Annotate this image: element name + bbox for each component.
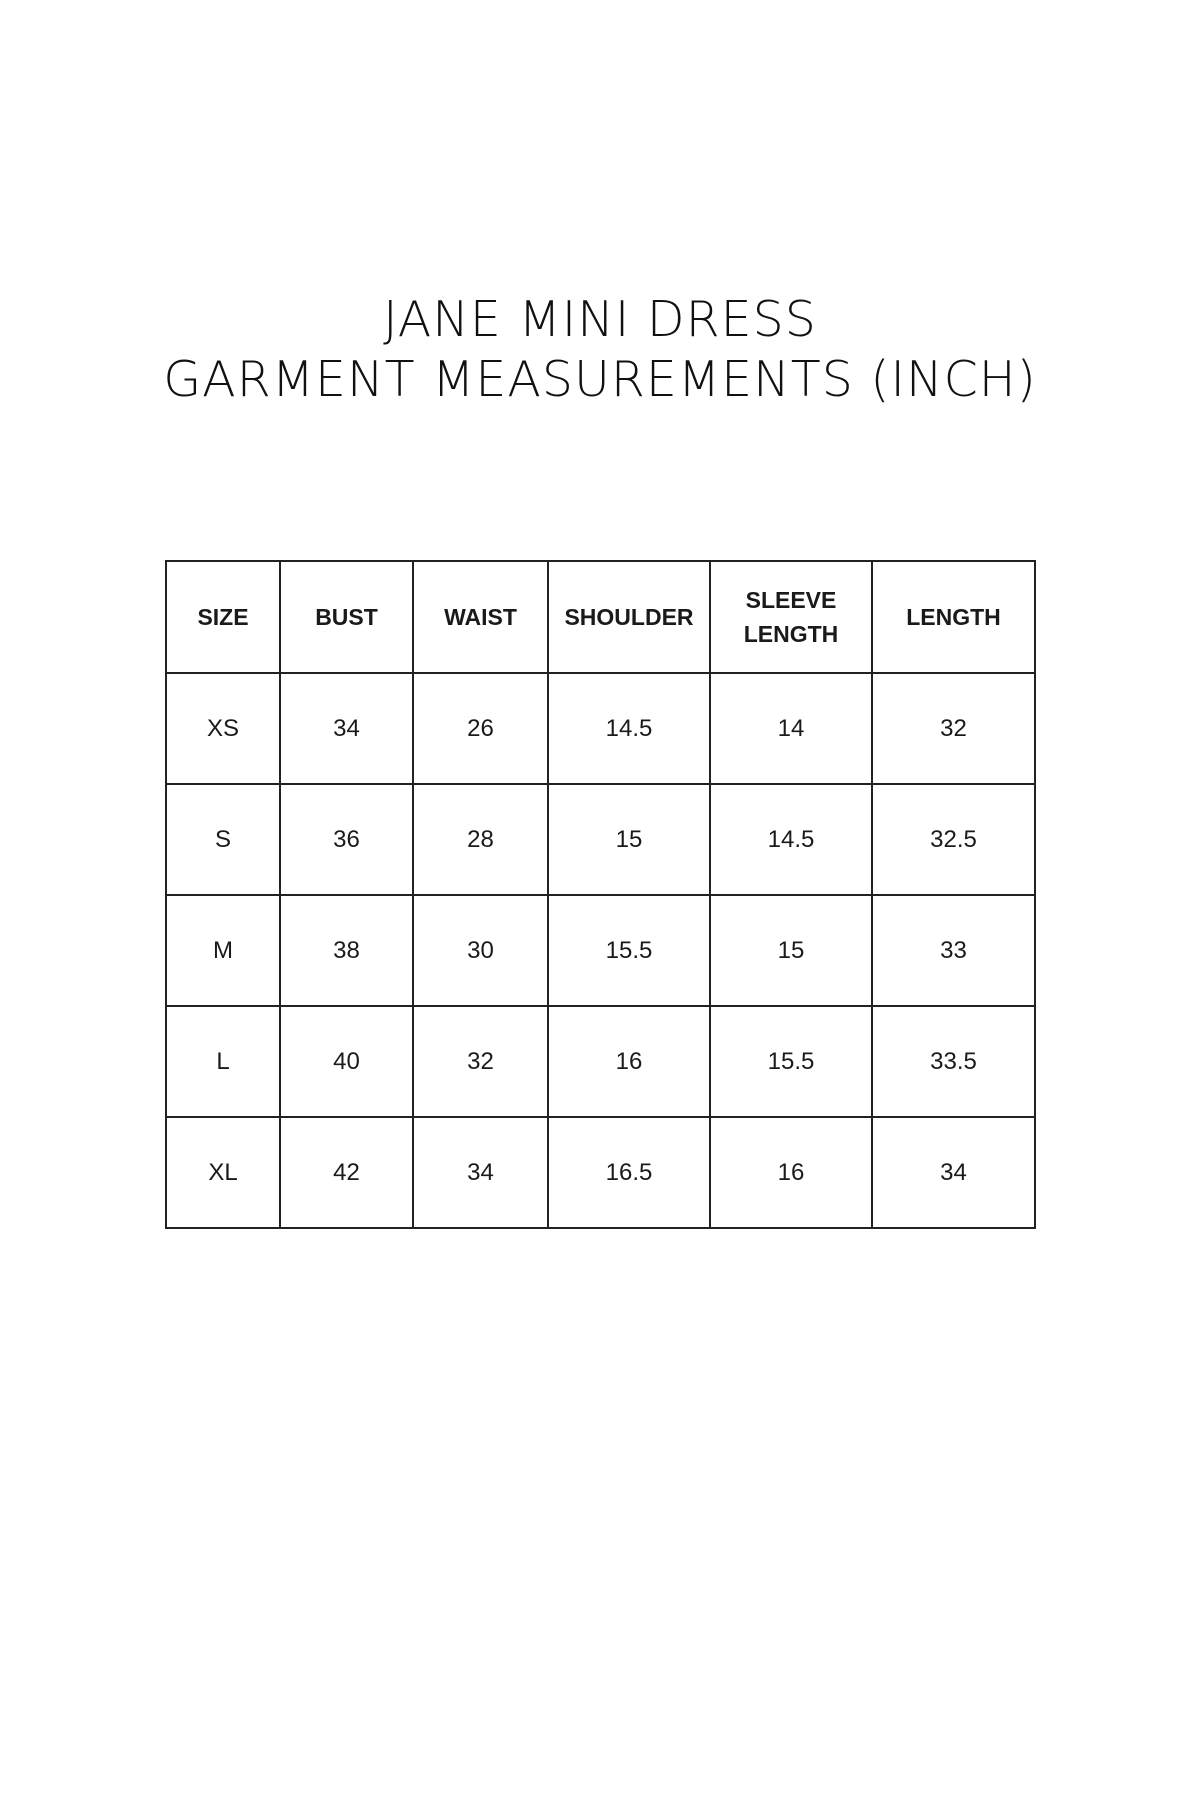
header-shoulder: SHOULDER bbox=[548, 561, 710, 673]
cell-size: XL bbox=[166, 1117, 280, 1228]
cell-shoulder: 15.5 bbox=[548, 895, 710, 1006]
cell-size: S bbox=[166, 784, 280, 895]
size-chart-table bbox=[165, 560, 1036, 1229]
cell-bust: 42 bbox=[280, 1117, 413, 1228]
cell-shoulder: 16.5 bbox=[548, 1117, 710, 1228]
cell-sleeve-length: 14 bbox=[710, 673, 872, 784]
cell-size: L bbox=[166, 1006, 280, 1117]
cell-sleeve-length: 15 bbox=[710, 895, 872, 1006]
cell-size: M bbox=[166, 895, 280, 1006]
table-row bbox=[166, 895, 1035, 1006]
cell-sleeve-length: 14.5 bbox=[710, 784, 872, 895]
header-length: LENGTH bbox=[872, 561, 1035, 673]
table-row bbox=[166, 1117, 1035, 1228]
header-waist: WAIST bbox=[413, 561, 548, 673]
cell-waist: 32 bbox=[413, 1006, 548, 1117]
cell-length: 33 bbox=[872, 895, 1035, 1006]
cell-bust: 34 bbox=[280, 673, 413, 784]
title-product-name: JANE MINI DRESS bbox=[383, 291, 817, 348]
cell-shoulder: 15 bbox=[548, 784, 710, 895]
cell-waist: 34 bbox=[413, 1117, 548, 1228]
title-measurements-subtitle: GARMENT MEASUREMENTS (INCH) bbox=[163, 351, 1037, 408]
cell-bust: 40 bbox=[280, 1006, 413, 1117]
table-row bbox=[166, 673, 1035, 784]
cell-sleeve-length: 15.5 bbox=[710, 1006, 872, 1117]
header-sleeve-length: SLEEVE LENGTH bbox=[710, 561, 872, 673]
cell-length: 32.5 bbox=[872, 784, 1035, 895]
cell-waist: 28 bbox=[413, 784, 548, 895]
header-bust: BUST bbox=[280, 561, 413, 673]
cell-length: 34 bbox=[872, 1117, 1035, 1228]
cell-shoulder: 14.5 bbox=[548, 673, 710, 784]
cell-waist: 26 bbox=[413, 673, 548, 784]
cell-bust: 36 bbox=[280, 784, 413, 895]
cell-sleeve-length: 16 bbox=[710, 1117, 872, 1228]
table-row bbox=[166, 784, 1035, 895]
cell-shoulder: 16 bbox=[548, 1006, 710, 1117]
cell-waist: 30 bbox=[413, 895, 548, 1006]
table-header-row bbox=[166, 561, 1035, 673]
cell-size: XS bbox=[166, 673, 280, 784]
page-title bbox=[0, 290, 1200, 410]
cell-length: 32 bbox=[872, 673, 1035, 784]
table-row bbox=[166, 1006, 1035, 1117]
cell-bust: 38 bbox=[280, 895, 413, 1006]
header-size: SIZE bbox=[166, 561, 280, 673]
cell-length: 33.5 bbox=[872, 1006, 1035, 1117]
